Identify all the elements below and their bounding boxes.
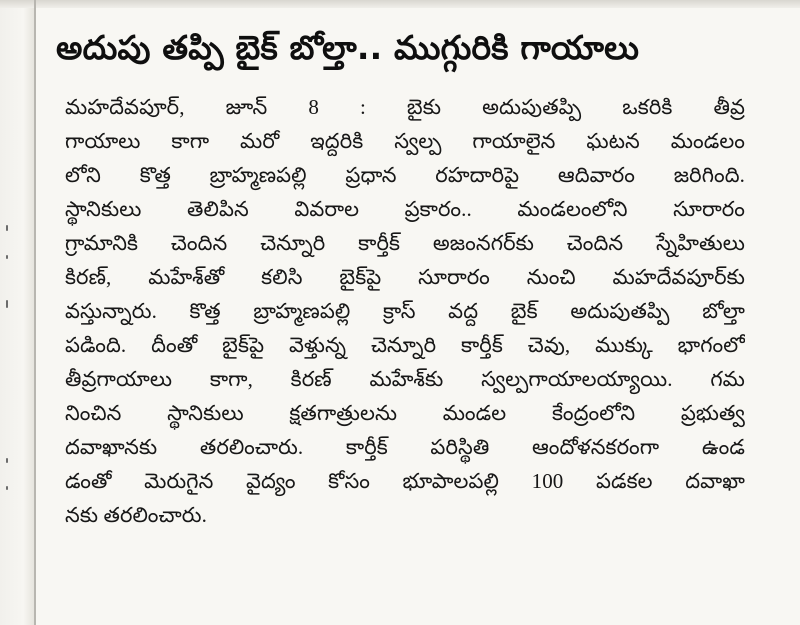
article-body	[65, 90, 745, 532]
article-line: నకు తరలించారు.	[65, 503, 207, 527]
article-line: లోని కొత్త బ్రాహ్మణపల్లి ప్రధాన రహదారిపై ఆదివారం జరిగింది.	[65, 163, 745, 187]
top-cut-edge	[0, 0, 800, 8]
article-headline: అదుపు తప్పి బైక్ బోల్తా.. ముగ్గురికి గాయాలు	[56, 28, 640, 67]
article-line: దవాఖానకు తరలించారు. కార్తీక్ పరిస్థితి ఆందోళనకరంగా ఉండ	[65, 435, 745, 459]
column-divider	[34, 0, 36, 625]
article-line: నించిన స్థానికులు క్షతగాత్రులను మండల కేంద్రంలోని ప్రభుత్వ	[65, 401, 745, 425]
article-line: కిరణ్, మహేశ్‌తో కలిసి బైక్‌పై సూరారం నుంచి మహదేవపూర్‌కు	[65, 265, 745, 289]
article-line: తీవ్రగాయాలు కాగా, కిరణ్ మహేశ్‌కు స్వల్పగాయాలయ్యాయి. గమ	[65, 367, 745, 391]
article-line: పడింది. దీంతో బైక్‌పై వెళ్తున్న చెన్నూరి కార్తీక్ చెవు, ముక్కు భాగంలో	[65, 333, 745, 357]
adjacent-column-fragment	[6, 486, 8, 490]
adjacent-column-fragment	[6, 458, 8, 463]
article-line: వస్తున్నారు. కొత్త బ్రాహ్మణపల్లి క్రాస్ వద్ద బైక్ అదుపుతప్పి బోల్తా	[65, 299, 745, 323]
article-line: డంతో మెరుగైన వైద్యం కోసం భూపాలపల్లి 100 పడకల దవాఖా	[65, 469, 745, 493]
adjacent-column-fragment	[6, 300, 8, 308]
article-line: మహదేవపూర్, జూన్ 8 : బైకు అదుపుతప్పి ఒకరికి తీవ్ర	[65, 95, 745, 119]
article-line: గ్రామానికి చెందిన చెన్నూరి కార్తీక్ అజంనగర్‌కు చెందిన స్నేహితులు	[65, 231, 745, 255]
adjacent-column-fragment	[6, 225, 8, 231]
article-line: గాయాలు కాగా మరో ఇద్దరికి స్వల్ప గాయాలైన ఘటన మండలం	[65, 129, 745, 153]
article-line: స్థానికులు తెలిపిన వివరాల ప్రకారం.. మండలంలోని సూరారం	[65, 197, 745, 221]
left-gutter	[0, 8, 36, 625]
adjacent-column-fragment	[6, 255, 8, 259]
